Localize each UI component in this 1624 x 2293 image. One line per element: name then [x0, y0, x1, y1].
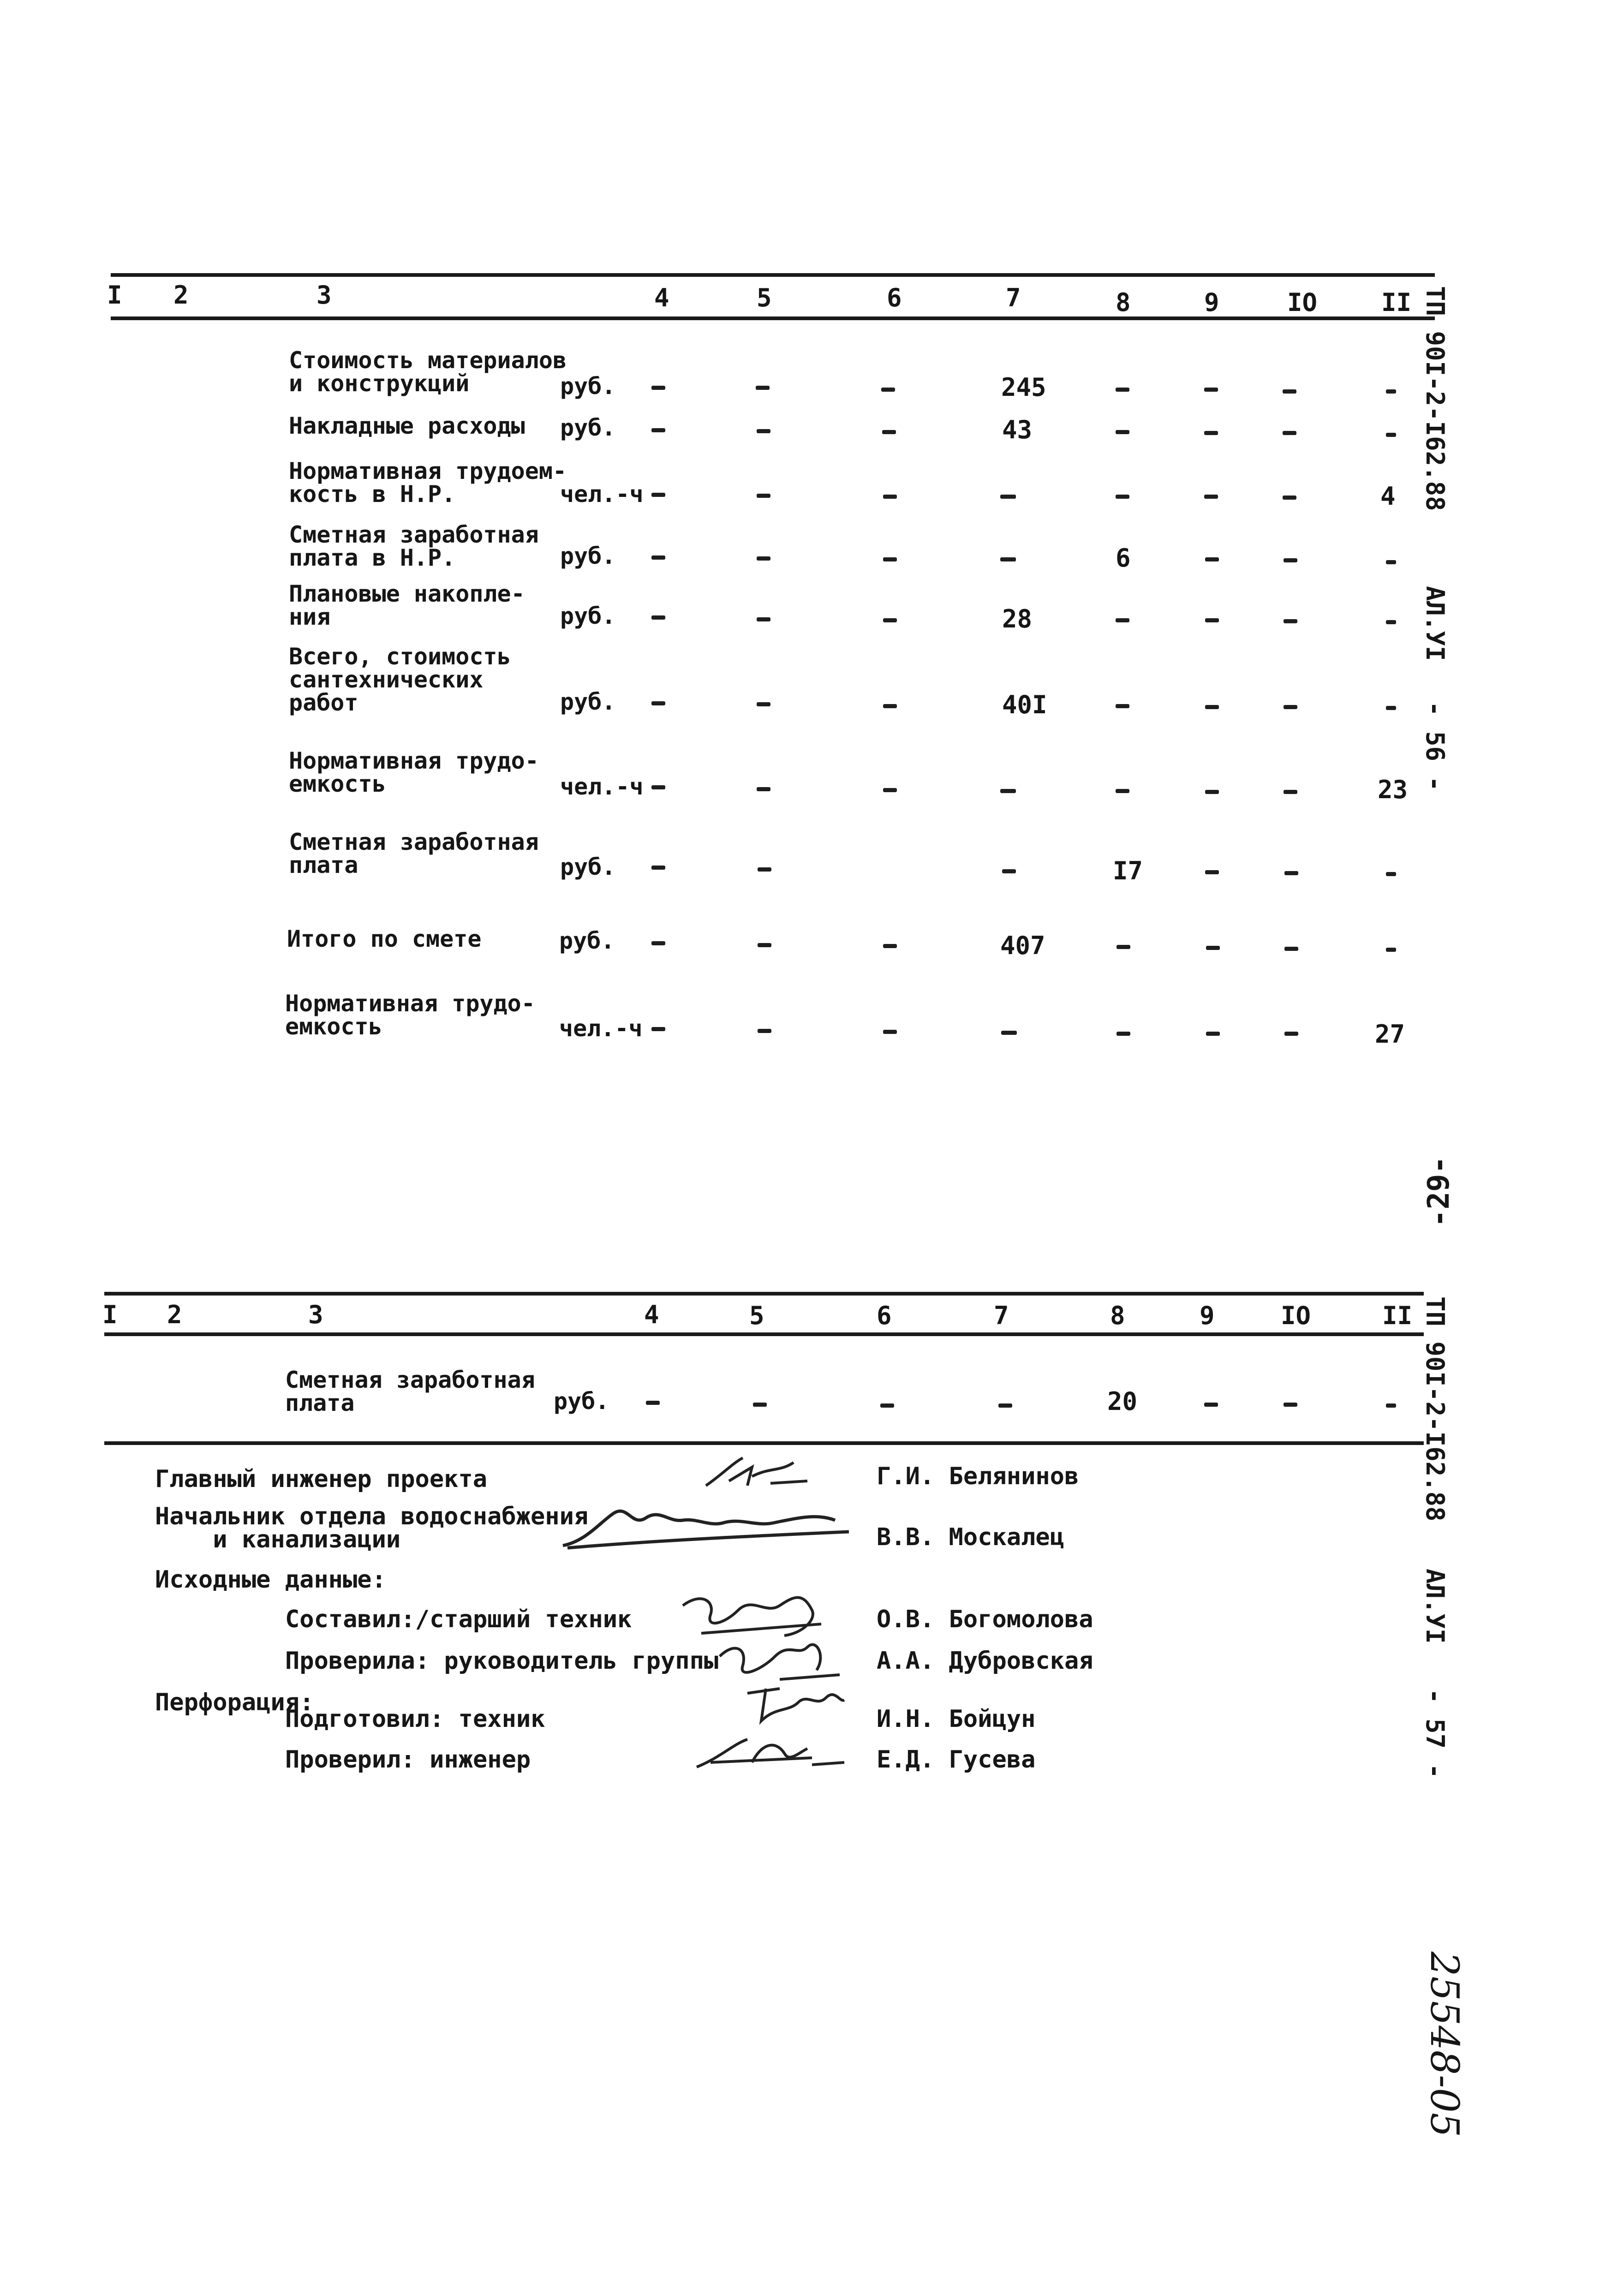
head-dept-name: В.В. Москалец: [877, 1523, 1064, 1551]
cell-col8: 20: [1107, 1387, 1138, 1416]
cell-dash: [1283, 431, 1296, 435]
cell-dash: [1116, 618, 1129, 622]
cell-dash: [1116, 1032, 1130, 1036]
col-header-2: 2: [173, 281, 189, 310]
row-unit: руб.: [559, 927, 615, 954]
cell-col11: 4: [1380, 482, 1396, 511]
doc-code-bottom: ТП 90I-2-I62.88: [1421, 1296, 1450, 1522]
head-dept-signature: [558, 1495, 854, 1555]
cell-dash: [651, 555, 665, 560]
prepared-signature: [738, 1679, 849, 1730]
prepared-role: Подготовил: техник: [285, 1705, 545, 1733]
cell-col7: 407: [1000, 931, 1045, 960]
cell-dash: [1386, 560, 1396, 564]
cell-col11: 23: [1378, 775, 1408, 804]
col-header-11: II: [1382, 1301, 1413, 1330]
cell-dash: [646, 1401, 660, 1405]
col-header-9: 9: [1204, 288, 1219, 317]
cell-dash: [1284, 705, 1297, 709]
row-unit: руб.: [560, 854, 616, 880]
cell-dash: [883, 788, 897, 792]
archive-number: 25548-05: [1422, 1952, 1467, 2138]
cell-dash: [1116, 704, 1129, 708]
col-header-6: 6: [877, 1301, 892, 1330]
cell-col7: 28: [1002, 604, 1033, 633]
page-number-top: - 56 -: [1421, 701, 1450, 792]
cell-dash: [651, 428, 665, 432]
cell-dash: [1116, 945, 1130, 949]
row-unit: руб.: [560, 373, 616, 400]
source-data-title: Исходные данные:: [155, 1566, 386, 1594]
cell-col8: 6: [1116, 543, 1131, 573]
sheet-number: -29-: [1422, 1156, 1456, 1227]
cell-dash: [1284, 790, 1297, 794]
cell-dash: [883, 495, 897, 499]
cell-dash: [1283, 496, 1296, 500]
cell-dash: [998, 1403, 1012, 1408]
cell-dash: [1204, 1403, 1218, 1407]
col-header-1: I: [107, 281, 122, 310]
col-header-7: 7: [1006, 283, 1021, 312]
row-unit: руб.: [560, 543, 616, 569]
col-header-5: 5: [757, 283, 772, 312]
cell-dash: [1116, 495, 1129, 499]
row-unit: руб.: [560, 414, 616, 441]
col-header-1: I: [102, 1300, 118, 1329]
compiled-role: Составил:/старший техник: [285, 1606, 632, 1633]
cell-dash: [883, 1030, 897, 1034]
row-label: Нормативная трудо- емкость: [285, 990, 535, 1040]
cell-dash: [1386, 620, 1396, 624]
col-header-9: 9: [1200, 1301, 1215, 1330]
cell-col7: 43: [1002, 415, 1033, 444]
col-header-7: 7: [994, 1301, 1009, 1330]
row-label: Стоимость материалов и конструкций: [289, 347, 567, 397]
cell-dash: [757, 556, 770, 561]
checked-name: А.А. Дубровская: [877, 1647, 1093, 1675]
row-label: Нормативная трудо- емкость: [289, 747, 539, 797]
cell-dash: [883, 704, 897, 708]
cell-dash: [881, 388, 895, 392]
col-header-8: 8: [1110, 1301, 1125, 1330]
row-label: Итого по смете: [287, 926, 482, 952]
cell-dash: [1205, 870, 1219, 874]
checked2-signature: [692, 1726, 849, 1776]
col-header-6: 6: [887, 283, 902, 312]
row-label: Нормативная трудоем- кость в Н.Р.: [289, 458, 567, 508]
table-2-bottom-rule: [104, 1441, 1424, 1445]
col-header-3: 3: [316, 281, 332, 310]
prepared-name: И.Н. Бойцун: [877, 1705, 1036, 1733]
checked2-role: Проверил: инженер: [285, 1746, 531, 1773]
col-header-4: 4: [654, 283, 669, 312]
cell-dash: [1204, 388, 1218, 392]
cell-dash: [1386, 389, 1396, 394]
cell-dash: [753, 1403, 767, 1407]
row-unit: руб.: [560, 688, 616, 715]
row-label: Плановые накопле- ния: [289, 580, 525, 630]
col-header-8: 8: [1116, 288, 1131, 317]
table-2-top-rule: [104, 1292, 1424, 1296]
cell-dash: [1205, 557, 1219, 561]
cell-col11: 27: [1375, 1020, 1405, 1049]
album-bottom: АЛ.УI: [1421, 1569, 1450, 1644]
cell-dash: [1284, 619, 1297, 623]
cell-dash: [651, 785, 665, 789]
chief-engineer-role: Главный инженер проекта: [155, 1465, 488, 1493]
cell-col7: 40I: [1002, 690, 1047, 719]
cell-dash: [756, 386, 770, 390]
cell-dash: [883, 557, 897, 561]
row-label: Сметная заработная плата: [289, 829, 539, 878]
cell-dash: [1386, 1403, 1396, 1408]
cell-dash: [1205, 705, 1219, 709]
cell-dash: [1284, 1403, 1297, 1407]
col-header-2: 2: [167, 1300, 182, 1329]
cell-dash: [1002, 869, 1016, 873]
cell-dash: [1000, 495, 1016, 499]
cell-dash: [757, 429, 770, 433]
col-header-5: 5: [749, 1301, 764, 1330]
cell-col7: 245: [1001, 373, 1046, 402]
perforation-title: Перфорация:: [155, 1689, 314, 1716]
cell-dash: [1386, 433, 1396, 437]
cell-dash: [651, 615, 665, 620]
cell-dash: [882, 430, 896, 434]
page-number-bottom: - 57 -: [1421, 1689, 1450, 1779]
checked2-name: Е.Д. Гусева: [877, 1746, 1036, 1773]
doc-code-top: ТП 90I-2-I62.88: [1421, 286, 1450, 511]
cell-dash: [1001, 1031, 1017, 1035]
cell-dash: [1386, 706, 1396, 710]
cell-dash: [1204, 431, 1218, 435]
table-1-header-rule: [111, 316, 1435, 320]
cell-dash: [1386, 948, 1396, 952]
col-header-10: IO: [1287, 288, 1318, 317]
row-label: Сметная заработная плата в Н.Р.: [289, 521, 539, 571]
cell-dash: [757, 702, 770, 706]
table-2-header-rule: [104, 1332, 1424, 1336]
album-top: АЛ.УI: [1421, 586, 1450, 661]
cell-dash: [651, 386, 665, 390]
cell-dash: [1204, 495, 1218, 499]
cell-dash: [1205, 618, 1219, 622]
cell-dash: [1116, 789, 1129, 793]
col-header-3: 3: [308, 1300, 323, 1329]
row-unit: чел.-ч: [559, 1015, 643, 1042]
cell-dash: [1284, 558, 1297, 562]
cell-col8: I7: [1113, 856, 1143, 885]
cell-dash: [1205, 790, 1219, 794]
chief-engineer-name: Г.И. Белянинов: [877, 1463, 1079, 1490]
cell-dash: [1000, 789, 1016, 793]
cell-dash: [651, 941, 665, 945]
row-unit: руб.: [554, 1388, 609, 1415]
col-header-4: 4: [644, 1300, 659, 1329]
cell-dash: [1283, 389, 1296, 394]
row-unit: чел.-ч: [560, 481, 644, 508]
cell-dash: [883, 618, 897, 622]
cell-dash: [1116, 430, 1129, 434]
row-unit: чел.-ч: [560, 773, 644, 800]
cell-dash: [758, 867, 771, 872]
cell-dash: [1206, 1032, 1220, 1036]
cell-dash: [883, 944, 897, 948]
row-label: Сметная заработная плата: [285, 1367, 535, 1416]
row-unit: руб.: [560, 603, 616, 629]
col-header-10: IO: [1281, 1301, 1311, 1330]
cell-dash: [880, 1403, 894, 1408]
cell-dash: [651, 493, 665, 497]
cell-dash: [757, 494, 770, 498]
cell-dash: [1386, 872, 1396, 876]
cell-dash: [1284, 871, 1298, 875]
row-label: Всего, стоимость сантехнических работ: [289, 643, 511, 716]
cell-dash: [757, 787, 770, 791]
cell-dash: [1000, 557, 1016, 561]
cell-dash: [1116, 388, 1129, 392]
table-1-top-rule: [111, 273, 1435, 277]
head-dept-role: Начальник отдела водоснабжения и канализации: [155, 1503, 589, 1553]
checked-role: Проверила: руководитель группы: [285, 1647, 719, 1675]
compiled-name: О.В. Богомолова: [877, 1606, 1093, 1633]
cell-dash: [758, 1029, 771, 1033]
col-header-11: II: [1381, 288, 1412, 317]
chief-engineer-signature: [701, 1449, 812, 1495]
cell-dash: [1284, 1032, 1298, 1036]
cell-dash: [758, 943, 771, 947]
cell-dash: [651, 701, 665, 705]
cell-dash: [757, 617, 770, 621]
cell-dash: [1206, 946, 1220, 950]
cell-dash: [651, 1027, 665, 1031]
cell-dash: [651, 866, 665, 870]
row-label: Накладные расходы: [289, 412, 525, 439]
cell-dash: [1284, 947, 1298, 951]
